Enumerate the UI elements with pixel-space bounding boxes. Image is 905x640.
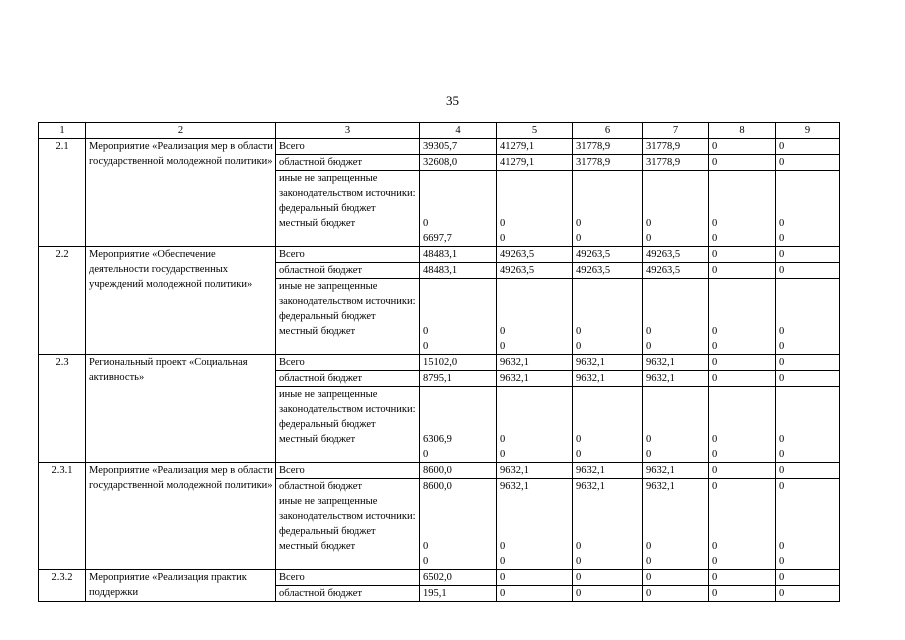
funding-source: областной бюджет	[276, 371, 420, 387]
amount-cell: 31778,9	[573, 139, 643, 155]
funding-source: Всего	[276, 139, 420, 155]
amount-cell: 0	[709, 247, 776, 263]
funding-source: Всего	[276, 247, 420, 263]
amount-cell: 41279,1	[497, 155, 573, 171]
funding-source: областной бюджет	[276, 586, 420, 602]
column-number: 1	[39, 123, 86, 139]
amount-cell: 9632,1	[573, 355, 643, 371]
funding-source: иные не запрещенные законодательством источники: федеральный бюджет местный бюджет	[276, 279, 420, 355]
amount-cell: 8600,0 0 0	[420, 479, 497, 570]
amount-cell: 9632,1 0 0	[573, 479, 643, 570]
amount-cell: 0 0	[643, 171, 709, 247]
table-row	[39, 570, 840, 586]
amount-cell: 9632,1	[497, 463, 573, 479]
amount-cell: 9632,1	[643, 371, 709, 387]
amount-cell: 9632,1 0 0	[643, 479, 709, 570]
amount-cell: 9632,1 0 0	[497, 479, 573, 570]
amount-cell: 0	[776, 355, 840, 371]
amount-cell: 9632,1	[573, 463, 643, 479]
amount-cell: 0	[709, 570, 776, 586]
amount-cell: 6306,9 0	[420, 387, 497, 463]
item-name: Мероприятие «Реализация мер в области государственной молодежной политики»	[86, 139, 276, 247]
amount-cell: 0	[709, 355, 776, 371]
amount-cell: 0 0	[709, 279, 776, 355]
amount-cell: 0 0	[776, 279, 840, 355]
amount-cell: 9632,1	[497, 371, 573, 387]
amount-cell: 8795,1	[420, 371, 497, 387]
item-name: Региональный проект «Социальная активность»	[86, 355, 276, 463]
item-number: 2.2	[39, 247, 86, 355]
amount-cell: 0 0	[497, 387, 573, 463]
amount-cell: 0	[709, 139, 776, 155]
funding-source: областной бюджет иные не запрещенные законодательством источники: федеральный бюджет местный бюджет	[276, 479, 420, 570]
amount-cell: 0 0	[573, 279, 643, 355]
amount-cell: 48483,1	[420, 247, 497, 263]
amount-cell: 0 0	[643, 279, 709, 355]
funding-source: Всего	[276, 355, 420, 371]
budget-table	[38, 122, 840, 602]
item-number: 2.1	[39, 139, 86, 247]
amount-cell: 15102,0	[420, 355, 497, 371]
amount-cell: 6502,0	[420, 570, 497, 586]
amount-cell: 0	[497, 570, 573, 586]
amount-cell: 0	[709, 155, 776, 171]
amount-cell: 9632,1	[643, 463, 709, 479]
amount-cell: 49263,5	[573, 263, 643, 279]
amount-cell: 0	[776, 155, 840, 171]
column-number: 6	[573, 123, 643, 139]
column-number: 3	[276, 123, 420, 139]
amount-cell: 0	[497, 586, 573, 602]
amount-cell: 0 0	[709, 387, 776, 463]
item-number: 2.3.2	[39, 570, 86, 602]
amount-cell: 0	[776, 570, 840, 586]
funding-source: иные не запрещенные законодательством источники: федеральный бюджет местный бюджет	[276, 171, 420, 247]
amount-cell: 0	[709, 463, 776, 479]
item-name: Мероприятие «Реализация мер в области государственной молодежной политики»	[86, 463, 276, 570]
amount-cell: 0	[776, 586, 840, 602]
amount-cell: 0	[643, 586, 709, 602]
amount-cell: 31778,9	[643, 139, 709, 155]
table-row	[39, 463, 840, 479]
amount-cell: 0 0	[497, 279, 573, 355]
column-number: 9	[776, 123, 840, 139]
amount-cell: 49263,5	[643, 247, 709, 263]
amount-cell: 0 0	[573, 387, 643, 463]
funding-source: Всего	[276, 463, 420, 479]
amount-cell: 0	[643, 570, 709, 586]
amount-cell: 0	[573, 570, 643, 586]
amount-cell: 0	[776, 371, 840, 387]
amount-cell: 9632,1	[573, 371, 643, 387]
amount-cell: 49263,5	[573, 247, 643, 263]
amount-cell: 0	[776, 263, 840, 279]
table-row	[39, 247, 840, 263]
amount-cell: 39305,7	[420, 139, 497, 155]
amount-cell: 31778,9	[643, 155, 709, 171]
amount-cell: 0 0	[573, 171, 643, 247]
column-number: 8	[709, 123, 776, 139]
page-number: 35	[446, 93, 459, 108]
budget-table-body	[39, 123, 840, 602]
amount-cell: 31778,9	[573, 155, 643, 171]
amount-cell: 0 0	[643, 387, 709, 463]
amount-cell: 0 6697,7	[420, 171, 497, 247]
amount-cell: 0 0	[497, 171, 573, 247]
item-number: 2.3.1	[39, 463, 86, 570]
amount-cell: 41279,1	[497, 139, 573, 155]
item-number: 2.3	[39, 355, 86, 463]
item-name: Мероприятие «Обеспечение деятельности государственных учреждений молодежной политики»	[86, 247, 276, 355]
column-number: 2	[86, 123, 276, 139]
amount-cell: 0	[709, 371, 776, 387]
table-row	[39, 355, 840, 371]
amount-cell: 0 0 0	[776, 479, 840, 570]
table-row	[39, 139, 840, 155]
amount-cell: 49263,5	[497, 247, 573, 263]
amount-cell: 0 0	[420, 279, 497, 355]
amount-cell: 9632,1	[643, 355, 709, 371]
amount-cell: 0 0	[709, 171, 776, 247]
funding-source: областной бюджет	[276, 155, 420, 171]
column-number-row	[39, 123, 840, 139]
amount-cell: 49263,5	[497, 263, 573, 279]
amount-cell: 0	[709, 263, 776, 279]
amount-cell: 0	[776, 247, 840, 263]
column-number: 5	[497, 123, 573, 139]
amount-cell: 0 0	[776, 387, 840, 463]
amount-cell: 0 0	[776, 171, 840, 247]
amount-cell: 32608,0	[420, 155, 497, 171]
amount-cell: 0	[709, 586, 776, 602]
amount-cell: 0 0 0	[709, 479, 776, 570]
funding-source: областной бюджет	[276, 263, 420, 279]
amount-cell: 49263,5	[643, 263, 709, 279]
column-number: 7	[643, 123, 709, 139]
amount-cell: 8600,0	[420, 463, 497, 479]
amount-cell: 195,1	[420, 586, 497, 602]
funding-source: Всего	[276, 570, 420, 586]
item-name: Мероприятие «Реализация практик поддержки	[86, 570, 276, 602]
amount-cell: 9632,1	[497, 355, 573, 371]
amount-cell: 48483,1	[420, 263, 497, 279]
amount-cell: 0	[776, 139, 840, 155]
funding-source: иные не запрещенные законодательством источники: федеральный бюджет местный бюджет	[276, 387, 420, 463]
amount-cell: 0	[573, 586, 643, 602]
amount-cell: 0	[776, 463, 840, 479]
column-number: 4	[420, 123, 497, 139]
